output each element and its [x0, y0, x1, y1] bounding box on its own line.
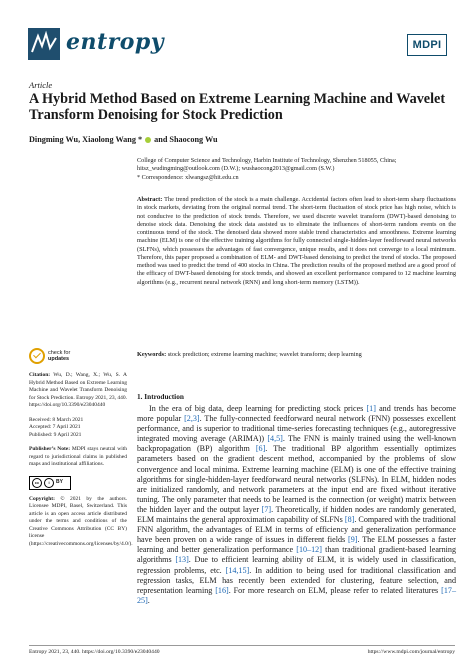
citation-link[interactable]: [13]: [175, 555, 189, 565]
cc-icon: cc: [32, 478, 42, 488]
footer-journal-link[interactable]: https://www.mdpi.com/journal/entropy: [367, 649, 455, 655]
citation-link[interactable]: [7]: [261, 504, 272, 514]
affiliation-emails[interactable]: hitsz_wudingming@outlook.com (D.W.); wushaocong2013@gmail.com (S.W.): [137, 165, 335, 173]
received-date: Received: 8 March 2021: [29, 416, 84, 423]
correspondence-line[interactable]: * Correspondence: xlwangsz@hit.edu.cn: [137, 173, 239, 181]
dates-block: [29, 417, 127, 440]
accepted-date: Accepted: 7 April 2021: [29, 424, 81, 430]
publisher-note: [29, 446, 127, 469]
paper-title: A Hybrid Method Based on Extreme Learning Machine and Wavelet Transform Denoising for Stock Prediction: [29, 91, 446, 123]
author-names: Dingming Wu, Xiaolong Wang: [29, 135, 136, 144]
citation-link[interactable]: [6]: [255, 444, 266, 454]
author-list: [29, 135, 449, 144]
check-for-updates-button[interactable]: [29, 348, 127, 364]
keywords-text: stock prediction; extreme learning machine; wavelet transform; deep learning: [167, 351, 362, 358]
abstract-label: Abstract:: [137, 196, 163, 203]
citation-text[interactable]: Wu, D.; Wang, X.; Wu, S. A Hybrid Method Based on Extreme Learning Machine and Wavelet Transform Denoising for Stock Prediction. Entropy 2021, 23, 440. https://doi.org/10.3390/e23040440: [29, 372, 127, 408]
copyright-block: [29, 495, 133, 549]
abstract: [137, 196, 456, 287]
check-updates-label: check for updates: [48, 350, 71, 362]
keywords-label: Keywords:: [137, 351, 167, 358]
publisher-note-text: MDPI stays neutral with regard to jurisdictional claims in published maps and institutional affiliations.: [29, 446, 128, 467]
article-info-sidebar: [29, 348, 133, 555]
citation-link[interactable]: [8]: [344, 515, 355, 525]
orcid-icon[interactable]: [145, 137, 151, 143]
citation-link[interactable]: [2,3]: [184, 414, 200, 424]
affiliation-block: [137, 157, 457, 182]
affiliation-line: College of Computer Science and Technology, Harbin Institute of Technology, Shenzhen 518055, China;: [137, 157, 397, 164]
cc-by-label: BY: [56, 478, 63, 485]
intro-paragraph: In the era of big data, deep learning for predicting stock prices [1] and trends has become more popular [2,3]. The fully-connected feedforward neural network (FNN) possesses excellent performance, and is superior to traditional time-series forecasting techniques (e.g., autoregressive integrated moving average (ARIMA)) [4,5]. The FNN is mainly trained using the well-known backpropagation (BP) algorithm [6]. The traditional BP algorithm essentially optimizes parameters based on the gradient descent method, accompanied by the problems of slow convergence and local minima. Extreme learning machine (ELM) is one of the effective training algorithms for single-hidden-layer feedforward neural networks (SLFNs). In ELM, hidden nodes are initialized randomly, and network parameters at the input end are fixed without iterative tuning. The only parameter that needs to be learned is the connection (or weight) matrix between the hidden layer and the output layer [7]. Theoretically, if hidden nodes are randomly generated, ELM maintains the general approximation capability of SLFNs [8]. Compared with the traditional FNN algorithm, the advantages of ELM in terms of efficiency and generalization performance have been proven on a wide range of issues in different fields [9]. The ELM possesses a faster learning and better generalization performance [10–12] than traditional gradient-based learning algorithms [13]. Due to efficient learning ability of ELM, it is widely used in classification, regression problems, etc. [14,15]. In addition to being used for traditional classification and regression tasks, ELM has recently been extended for clustering, feature selection, and representation learning [16]. For more research on ELM, please refer to related literatures [17–25].: [137, 404, 457, 605]
citation-label: Citation:: [29, 372, 51, 378]
journal-name[interactable]: entropy: [66, 29, 165, 55]
citation-block: [29, 372, 127, 410]
citation-link[interactable]: [17–25]: [137, 585, 456, 605]
citation-link[interactable]: [14,15]: [225, 565, 250, 575]
citation-link[interactable]: [10–12]: [296, 545, 322, 555]
copyright-text: © 2021 by the authors. Licensee MDPI, Basel, Switzerland. This article is an open access article distributed under the terms and conditions of the Creative Commons Attribution (CC BY) license (https://creativecommons.org/licenses/by/4.0/).: [29, 495, 133, 547]
citation-link[interactable]: [1]: [366, 404, 376, 413]
page-footer: [29, 645, 455, 655]
check-updates-icon: [29, 348, 45, 364]
publisher-note-label: Publisher’s Note:: [29, 446, 71, 452]
article-type: Article: [29, 80, 53, 90]
publisher-logo[interactable]: MDPI: [407, 34, 447, 56]
keywords: [137, 351, 456, 359]
author-names-2: and Shaocong Wu: [154, 135, 218, 144]
abstract-text: The trend prediction of the stock is a main challenge. Accidental factors often lead to short-term sharp fluctuations in stock markets, deviating from the original normal trend. The short-term fluctuation of stock price has high noise, which is not conducive to the prediction of stock trends. Therefore, we used discrete wavelet transform (DWT)-based denoising to denoise stock data. Denoising the stock data assisted us to eliminate the influences of short-term random events on the continuous trend of the stock. The denoised data showed more stable trend characteristics and smoothness. Extreme learning machine (ELM) is one of the effective training algorithms for fully connected single-hidden-layer feedforward neural networks (SLFNs), which possesses the advantages of fast convergence, unique results, and it does not converge to a local minimum. Therefore, this paper proposed a combination of ELM- and DWT-based denoising to predict the trend of stocks. The proposed method was used to predict the trend of 400 stocks in China. The prediction results of the proposed method are a good proof of the efficacy of DWT-based denoising for stock trends, and showed an excellent performance compared to 12 machine learning algorithms (e.g., recurrent neural network (RNN) and long short-term memory (LSTM)).: [137, 196, 456, 286]
corresponding-mark: *: [137, 135, 143, 144]
section-heading: 1. Introduction: [137, 392, 184, 401]
citation-link[interactable]: [16]: [215, 585, 229, 595]
person-icon: i: [44, 478, 54, 488]
published-date: Published: 9 April 2021: [29, 431, 82, 438]
journal-logo-icon: [28, 28, 60, 60]
copyright-label: Copyright:: [29, 495, 55, 502]
footer-citation[interactable]: Entropy 2021, 23, 440. https://doi.org/10.3390/e23040440: [29, 649, 160, 655]
cc-by-license-icon[interactable]: [29, 476, 71, 490]
citation-link[interactable]: [9]: [348, 535, 358, 545]
citation-link[interactable]: [4,5]: [267, 434, 283, 444]
